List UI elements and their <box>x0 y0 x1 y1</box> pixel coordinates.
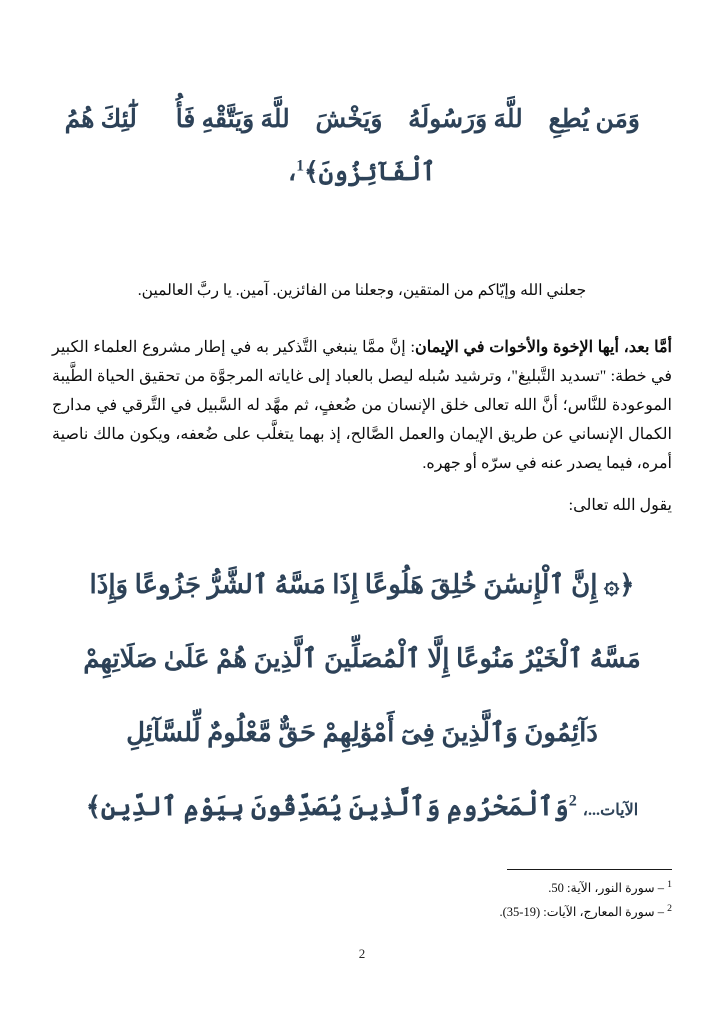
quran-main-line-1 <box>44 548 680 622</box>
footnote-item-2 <box>52 900 672 924</box>
main-paragraph <box>52 333 672 479</box>
quran-verse-top-line-2-text: ٱلْفَآئِزُونَ﴾ <box>303 158 436 186</box>
quran-main-line-1-text: ۞ إِنَّ ٱلْإِنسَٰنَ خُلِقَ هَلُوعًا إِذَا مَسَّهُ ٱلشَّرُّ جَزُوعًا وَإِذَا <box>89 570 620 599</box>
footnotes-block <box>52 876 672 925</box>
quran-main-line-4-text: وَٱلْمَحْرُومِ وَٱلَّذِينَ يُصَدِّقُونَ بِيَوْمِ ٱلدِّينِ﴾ <box>85 792 569 822</box>
quran-main-line-2: مَسَّهُ ٱلْخَيْرُ مَنُوعًا إِلَّا ٱلْمُصَلِّينَ ٱلَّذِينَ هُمْ عَلَىٰ صَلَاتِهِمْ <box>83 644 641 674</box>
footnote-item-1-number: 1 <box>667 879 672 890</box>
footnote-reference-2[interactable]: 2 <box>568 792 577 810</box>
quran-main-open-bracket: ﴿ <box>619 570 635 599</box>
footnote-item-2-text: – سورة المعارج، الآيات: (19-35). <box>499 905 664 920</box>
quran-verse-top-punctuation: ، <box>288 158 297 186</box>
dua-line <box>52 278 672 304</box>
footnote-reference-1[interactable]: 1 <box>296 157 304 175</box>
allah-says-line <box>52 492 672 521</box>
ayat-label: الآيات...، <box>582 802 639 820</box>
page-number: 2 <box>358 946 366 961</box>
quran-main-line-3: دَآئِمُونَ وَٱلَّذِينَ فِىٓ أَمْوَٰلِهِمْ حَقٌّ مَّعْلُومٌ لِّلسَّآئِلِ <box>126 718 598 748</box>
footnote-item-2-number: 2 <box>667 903 672 915</box>
quran-verse-main <box>44 548 680 844</box>
footnote-item-1-text: – سورة النور، الآية: 50. <box>548 881 664 896</box>
footnote-item-1 <box>52 876 672 900</box>
main-paragraph-body: : إنَّ ممَّا ينبغي التَّذكير به في إطار مشروع العلماء الكبير في خطة: "تسديد التَّبليغ"، وترشيد سُبله ليصل بالعباد إلى غاياته المرجوَّة من تحقيق الحياة الطَّيبة الموعودة للنَّاس؛ أنَّ الله تعالى خلق الإنسان من ضُعفٍ، ثم مهَّد له السَّبيل في التَّرقي في مدارج الكمال الإنساني عن طريق الإيمان والعمل الصَّالح، إذ بهما يتغلَّب على ضُعفه، ويكون مالك ناصية أمره، فيما يصدر عنه في سرّه أو جهره. <box>52 339 672 473</box>
footnote-separator <box>507 869 672 870</box>
quran-verse-top <box>52 96 672 198</box>
quran-verse-top-line-2 <box>52 149 672 198</box>
main-paragraph-lead: أمَّا بعد، أيها الإخوة والأخوات في الإيمان <box>414 339 673 356</box>
dua-line-text: جعلني الله وإيّاكم من المتقين، وجعلنا من الفائزين. آمين. يا ربَّ العالمين. <box>137 282 587 299</box>
quran-main-line-4 <box>44 770 680 844</box>
quran-verse-top-line-1: ﴿وَمَن يُطِعِ ٱللَّهَ وَرَسُولَهُۥ وَيَخْشَ ٱللَّهَ وَيَتَّقْهِ فَأُو۟لَٰٓئِكَ هُمُ <box>64 106 660 133</box>
allah-says-line-text: يقول الله تعالى: <box>568 497 672 514</box>
